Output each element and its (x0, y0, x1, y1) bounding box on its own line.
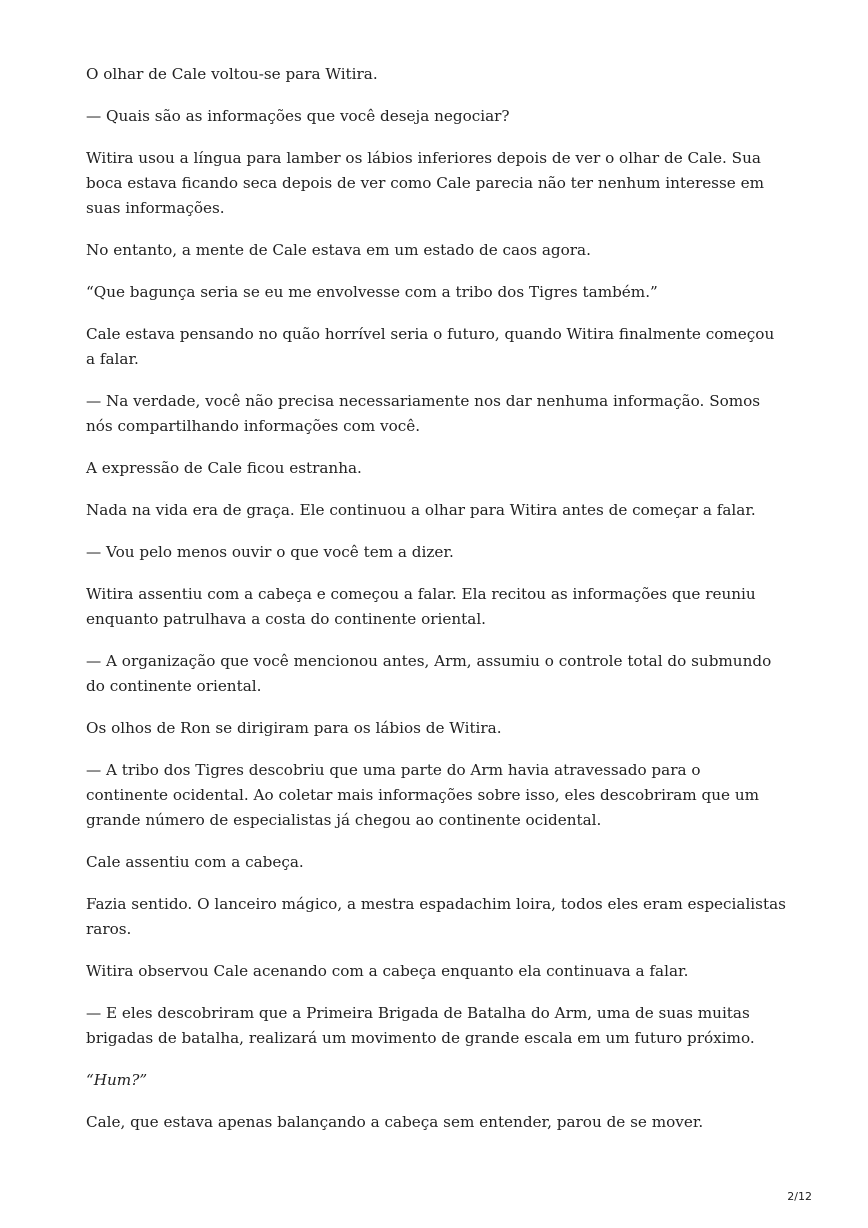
paragraph: “Que bagunça seria se eu me envolvesse com a tribo dos Tigres também.” (86, 283, 658, 301)
paragraph: — E eles descobriram que a Primeira Brigada de Batalha do Arm, uma de suas muitas brigadas de batalha, realizará um movimento de grande escala em um futuro próximo. (86, 1004, 755, 1047)
document-body (86, 62, 786, 1152)
paragraph: Witira observou Cale acenando com a cabeça enquanto ela continuava a falar. (86, 962, 689, 980)
paragraph: Fazia sentido. O lanceiro mágico, a mestra espadachim loira, todos eles eram especialistas raros. (86, 895, 786, 938)
paragraph: Witira assentiu com a cabeça e começou a falar. Ela recitou as informações que reuniu enquanto patrulhava a costa do continente oriental. (86, 585, 756, 628)
paragraph: — Vou pelo menos ouvir o que você tem a dizer. (86, 543, 454, 561)
paragraph: — Quais são as informações que você deseja negociar? (86, 107, 510, 125)
paragraph: No entanto, a mente de Cale estava em um estado de caos agora. (86, 241, 591, 259)
paragraph: Cale estava pensando no quão horrível seria o futuro, quando Witira finalmente começou a falar. (86, 325, 775, 368)
paragraph-italic: “Hum?” (86, 1071, 148, 1089)
paragraph: Nada na vida era de graça. Ele continuou a olhar para Witira antes de começar a falar. (86, 501, 756, 519)
paragraph: Cale, que estava apenas balançando a cabeça sem entender, parou de se mover. (86, 1113, 704, 1131)
paragraph: Cale assentiu com a cabeça. (86, 853, 304, 871)
page-number: 2/12 (787, 1190, 812, 1203)
paragraph: — Na verdade, você não precisa necessariamente nos dar nenhuma informação. Somos nós compartilhando informações com você. (86, 392, 761, 435)
paragraph: A expressão de Cale ficou estranha. (86, 459, 362, 477)
paragraph: O olhar de Cale voltou-se para Witira. (86, 65, 378, 83)
paragraph: — A organização que você mencionou antes, Arm, assumiu o controle total do submundo do continente oriental. (86, 652, 772, 695)
paragraph: — A tribo dos Tigres descobriu que uma parte do Arm havia atravessado para o continente ocidental. Ao coletar mais informações sobre isso, eles descobriram que um grande número de especialistas já chegou ao continente ocidental. (86, 761, 759, 829)
paragraph: Os olhos de Ron se dirigiram para os lábios de Witira. (86, 719, 502, 737)
paragraph: Witira usou a língua para lamber os lábios inferiores depois de ver o olhar de Cale. Sua boca estava ficando seca depois de ver como Cale parecia não ter nenhum interesse em suas informações. (86, 149, 764, 217)
